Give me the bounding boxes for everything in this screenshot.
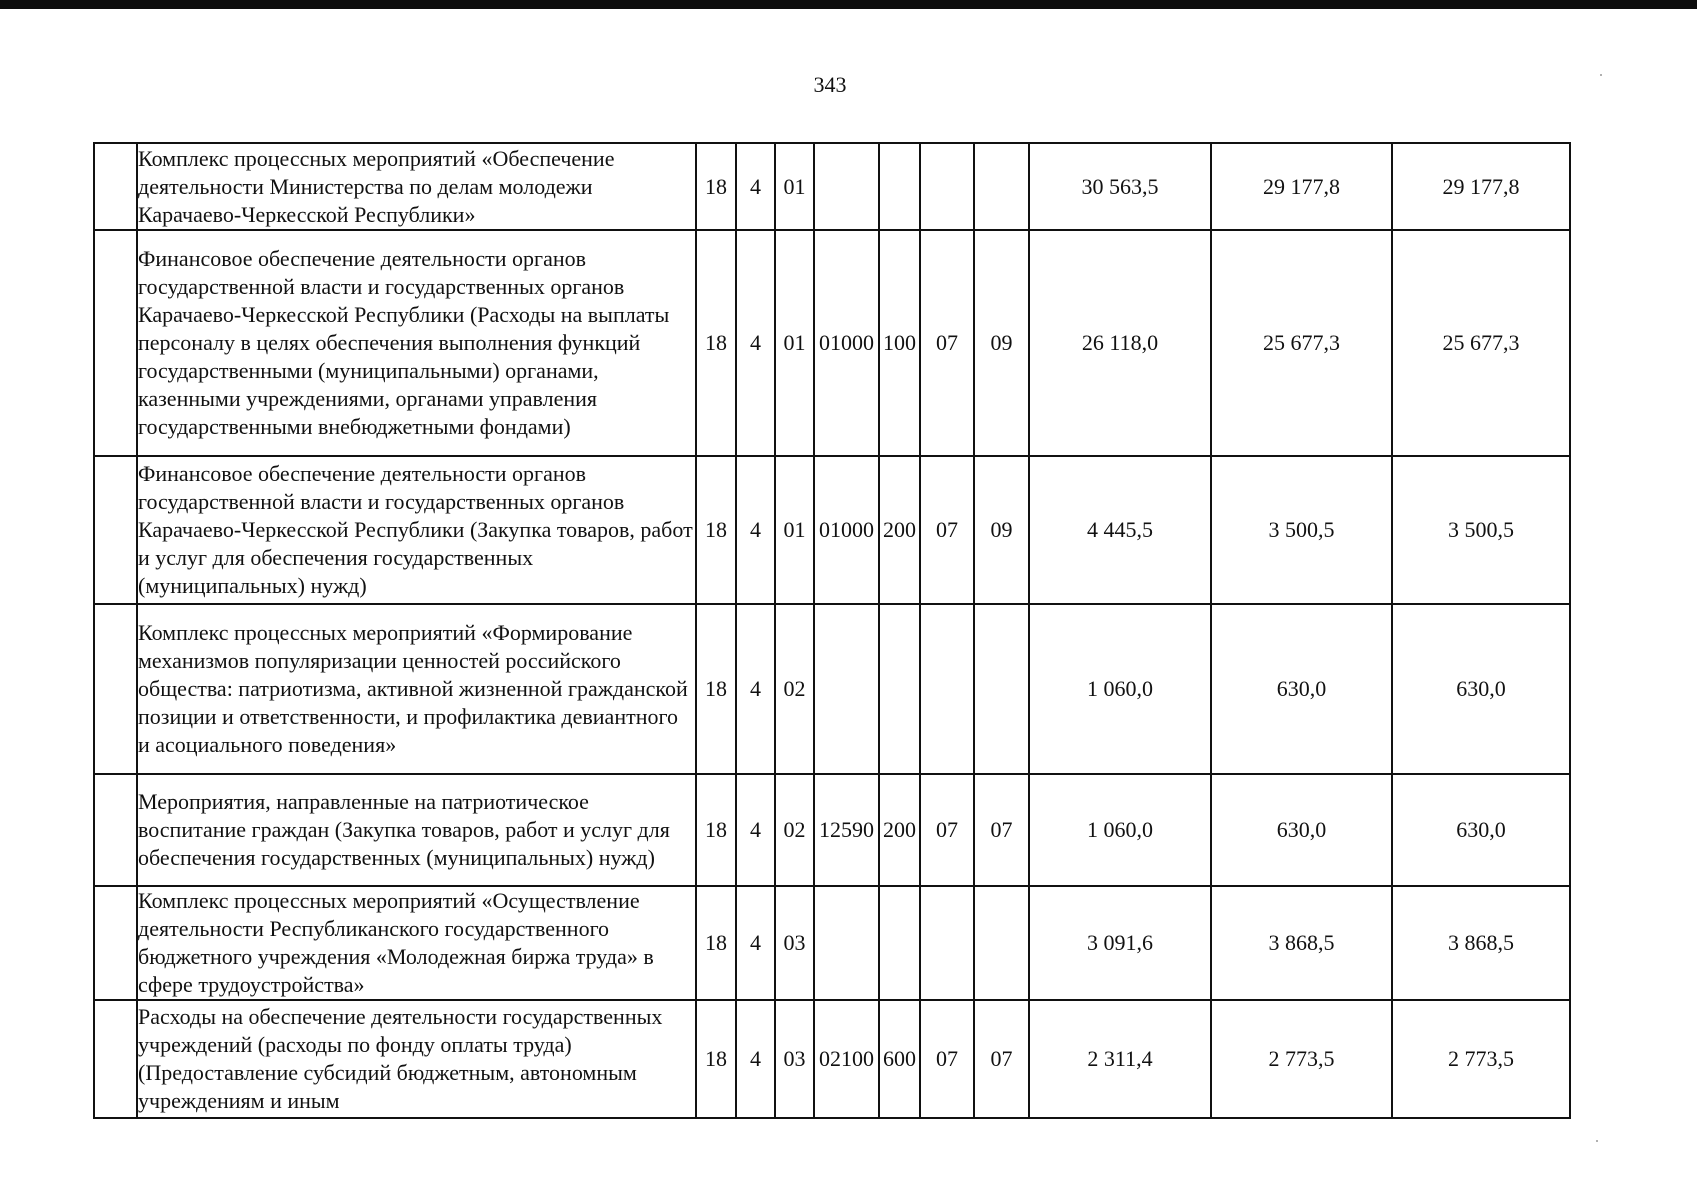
code-cell: 03 [775, 1000, 814, 1118]
code-cell: 18 [696, 604, 736, 774]
description-cell: Финансовое обеспечение деятельности органов государственной власти и государственных органов Карачаево-Черкесской Республики (Закупка товаров, работ и услуг для обеспечения государственных (муниципальных) нужд) [137, 456, 696, 604]
code-cell: 02 [775, 604, 814, 774]
code-cell: 18 [696, 230, 736, 456]
code-cell: 07 [974, 774, 1029, 886]
code-cell: 200 [879, 774, 920, 886]
row-number-cell [94, 774, 137, 886]
code-cell: 4 [736, 230, 775, 456]
code-cell: 01000 [814, 456, 879, 604]
amount-cell: 26 118,0 [1029, 230, 1211, 456]
code-cell: 200 [879, 456, 920, 604]
code-cell [879, 143, 920, 230]
code-cell: 01000 [814, 230, 879, 456]
amount-cell: 1 060,0 [1029, 604, 1211, 774]
table-row [94, 230, 1570, 456]
budget-table [93, 142, 1571, 1119]
amount-cell: 630,0 [1211, 774, 1392, 886]
description-cell: Финансовое обеспечение деятельности органов государственной власти и государственных органов Карачаево-Черкесской Республики (Расходы на выплаты персоналу в целях обеспечения выполнения функций государственными (муниципальными) органами, казенными учреждениями, органами управления государственными внебюджетными фондами) [137, 230, 696, 456]
code-cell: 02100 [814, 1000, 879, 1118]
code-cell: 4 [736, 604, 775, 774]
amount-cell: 630,0 [1392, 604, 1570, 774]
table-row [94, 1000, 1570, 1118]
table-row [94, 886, 1570, 1000]
table-row [94, 604, 1570, 774]
code-cell [920, 886, 974, 1000]
table-row [94, 456, 1570, 604]
code-cell: 01 [775, 230, 814, 456]
code-cell: 600 [879, 1000, 920, 1118]
amount-cell: 3 091,6 [1029, 886, 1211, 1000]
table-row [94, 774, 1570, 886]
code-cell: 07 [920, 1000, 974, 1118]
code-cell: 4 [736, 1000, 775, 1118]
description-cell: Мероприятия, направленные на патриотическое воспитание граждан (Закупка товаров, работ и услуг для обеспечения государственных (муниципальных) нужд) [137, 774, 696, 886]
amount-cell: 1 060,0 [1029, 774, 1211, 886]
code-cell: 07 [920, 774, 974, 886]
code-cell: 01 [775, 143, 814, 230]
code-cell [814, 886, 879, 1000]
amount-cell: 29 177,8 [1392, 143, 1570, 230]
code-cell: 18 [696, 886, 736, 1000]
code-cell: 07 [920, 456, 974, 604]
amount-cell: 2 773,5 [1211, 1000, 1392, 1118]
amount-cell: 3 868,5 [1392, 886, 1570, 1000]
code-cell: 07 [920, 230, 974, 456]
code-cell: 18 [696, 143, 736, 230]
code-cell: 03 [775, 886, 814, 1000]
amount-cell: 25 677,3 [1211, 230, 1392, 456]
scan-speck [1596, 1140, 1598, 1142]
amount-cell: 3 868,5 [1211, 886, 1392, 1000]
code-cell: 02 [775, 774, 814, 886]
row-number-cell [94, 143, 137, 230]
code-cell: 01 [775, 456, 814, 604]
code-cell: 4 [736, 456, 775, 604]
description-cell: Комплекс процессных мероприятий «Формирование механизмов популяризации ценностей российского общества: патриотизма, активной жизненной гражданской позиции и ответственности, и профилактика девиантного и асоциального поведения» [137, 604, 696, 774]
description-cell: Комплекс процессных мероприятий «Осуществление деятельности Республиканского государственного бюджетного учреждения «Молодежная биржа труда» в сфере трудоустройства» [137, 886, 696, 1000]
code-cell: 07 [974, 1000, 1029, 1118]
code-cell: 18 [696, 774, 736, 886]
row-number-cell [94, 1000, 137, 1118]
code-cell [974, 143, 1029, 230]
code-cell: 18 [696, 1000, 736, 1118]
code-cell [814, 143, 879, 230]
code-cell: 09 [974, 230, 1029, 456]
amount-cell: 4 445,5 [1029, 456, 1211, 604]
scan-top-edge [0, 0, 1697, 9]
amount-cell: 29 177,8 [1211, 143, 1392, 230]
code-cell: 12590 [814, 774, 879, 886]
code-cell [974, 604, 1029, 774]
amount-cell: 25 677,3 [1392, 230, 1570, 456]
code-cell [879, 604, 920, 774]
description-cell: Комплекс процессных мероприятий «Обеспечение деятельности Министерства по делам молодежи Карачаево-Черкесской Республики» [137, 143, 696, 230]
scan-speck [1600, 74, 1602, 76]
code-cell: 100 [879, 230, 920, 456]
amount-cell: 2 311,4 [1029, 1000, 1211, 1118]
row-number-cell [94, 886, 137, 1000]
code-cell [879, 886, 920, 1000]
code-cell [974, 886, 1029, 1000]
code-cell: 18 [696, 456, 736, 604]
table-row [94, 143, 1570, 230]
code-cell [920, 143, 974, 230]
code-cell: 4 [736, 774, 775, 886]
amount-cell: 3 500,5 [1211, 456, 1392, 604]
amount-cell: 630,0 [1392, 774, 1570, 886]
amount-cell: 30 563,5 [1029, 143, 1211, 230]
amount-cell: 3 500,5 [1392, 456, 1570, 604]
row-number-cell [94, 230, 137, 456]
row-number-cell [94, 604, 137, 774]
code-cell: 4 [736, 886, 775, 1000]
row-number-cell [94, 456, 137, 604]
page-number: 343 [813, 72, 847, 97]
amount-cell: 2 773,5 [1392, 1000, 1570, 1118]
description-cell: Расходы на обеспечение деятельности государственных учреждений (расходы по фонду оплаты труда) (Предоставление субсидий бюджетным, автономным учреждениям и иным [137, 1000, 696, 1118]
code-cell: 09 [974, 456, 1029, 604]
code-cell [920, 604, 974, 774]
amount-cell: 630,0 [1211, 604, 1392, 774]
code-cell: 4 [736, 143, 775, 230]
code-cell [814, 604, 879, 774]
